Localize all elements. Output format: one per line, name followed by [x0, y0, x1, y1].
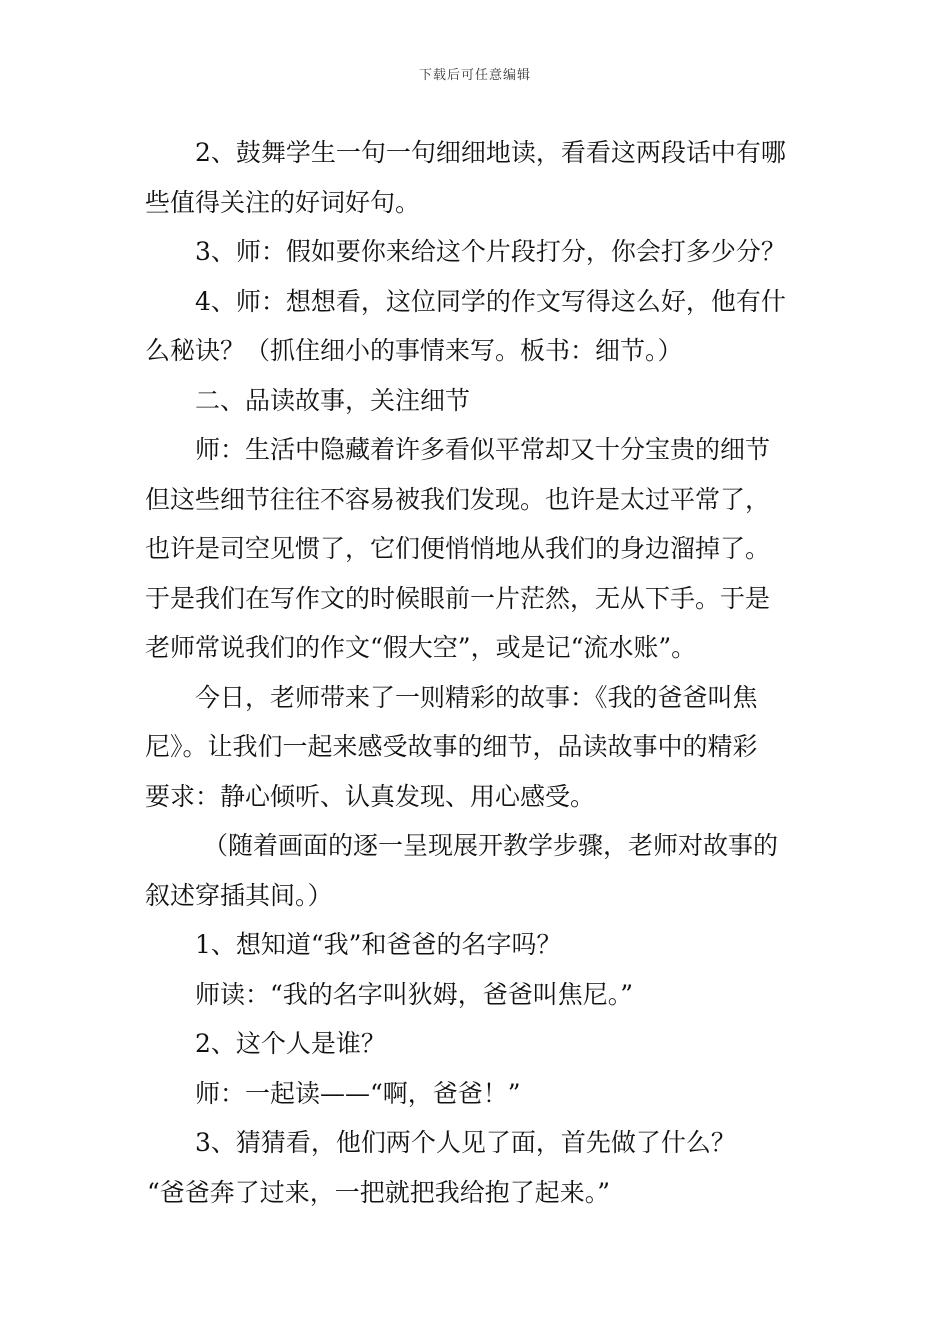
paragraph-line: 2、这个人是谁？: [195, 1029, 386, 1058]
paragraph-line: 3、猜猜看，他们两个人见了面，首先做了什么？: [195, 1128, 736, 1157]
paragraph-line: 叙述穿插其间。）: [145, 880, 333, 910]
paragraph-line: 于是我们在写作文的时候眼前一片茫然，无从下手。于是: [145, 583, 771, 613]
section-heading: 二、品读故事，关注细节: [195, 385, 471, 415]
paragraph-line: 些值得关注的好词好句。: [145, 187, 421, 217]
paragraph-line: 但这些细节往往不容易被我们发现。也许是太过平常了，: [145, 484, 771, 514]
paragraph-line: 老师常说我们的作文“假大空”，或是记“流水账”。: [145, 633, 697, 662]
paragraph-line: 3、师：假如要你来给这个片段打分，你会打多少分？: [195, 237, 786, 266]
paragraph-line: 要求：静心倾听、认真发现、用心感受。: [145, 781, 596, 811]
paragraph-line: 么秘诀？（抓住细小的事情来写。板书：细节。）: [145, 336, 683, 365]
paragraph-line: 1、想知道“我”和爸爸的名字吗？: [195, 930, 562, 959]
paragraph-line: 师读：“我的名字叫狄姆，爸爸叫焦尼。”: [195, 979, 634, 1009]
paragraph-line: 4、师：想想看，这位同学的作文写得这么好，他有什: [195, 286, 786, 316]
paragraph-line: 今日，老师带来了一则精彩的故事：《我的爸爸叫焦: [195, 682, 758, 712]
paragraph-line: 师：一起读——“啊，爸爸！”: [195, 1078, 521, 1108]
paragraph-line: 尼》。让我们一起来感受故事的细节，品读故事中的精彩: [145, 732, 758, 761]
paragraph-line: 也许是司空见惯了，它们便悄悄地从我们的身边溜掉了。: [145, 534, 771, 563]
paragraph-line: （随着画面的逐一呈现展开教学步骤，老师对故事的: [203, 831, 779, 860]
paragraph-line: 师：生活中隐藏着许多看似平常却又十分宝贵的细节: [195, 435, 771, 464]
paragraph-line: 2、鼓舞学生一句一句细细地读，看看这两段话中有哪: [195, 138, 786, 167]
document-body: [145, 128, 810, 1217]
page-header-note: 下载后可任意编辑: [418, 68, 531, 83]
paragraph-line: “爸爸奔了过来，一把就把我给抱了起来。”: [147, 1177, 611, 1207]
